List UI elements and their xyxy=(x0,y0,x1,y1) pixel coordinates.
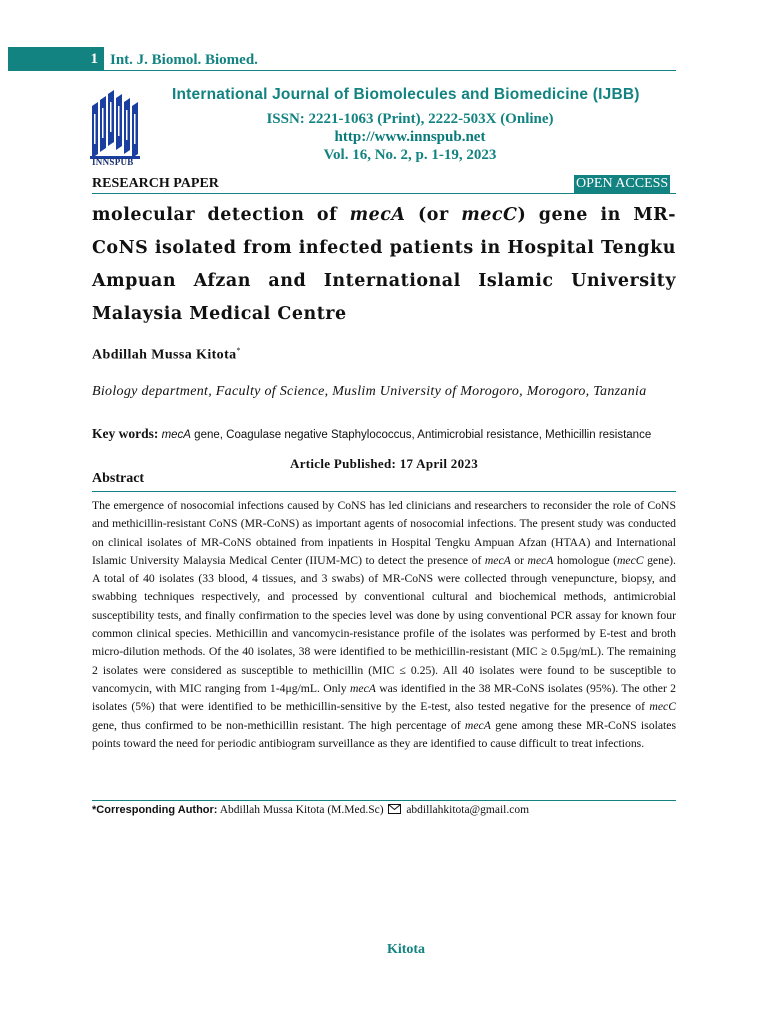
corresponding-label: *Corresponding Author: xyxy=(92,804,218,816)
author-affiliation: Biology department, Faculty of Science, Muslim University of Morogoro, Morogoro, Tanzania xyxy=(92,384,647,399)
journal-name: International Journal of Biomolecules and Biomedicine (IJBB) xyxy=(172,86,640,103)
corresponding-author: *Corresponding Author: Abdillah Mussa Kitota (M.Med.Sc) abdillahkitota@gmail.com xyxy=(92,804,530,816)
keywords: Key words: mecA gene, Coagulase negative Staphylococcus, Antimicrobial resistance, Methicillin resistance xyxy=(92,426,652,441)
header-divider xyxy=(8,70,676,71)
journal-volume: Vol. 16, No. 2, p. 1-19, 2023 xyxy=(323,147,497,163)
abstract-divider-top xyxy=(92,491,676,492)
paper-type: RESEARCH PAPER xyxy=(92,176,219,191)
author-mark: * xyxy=(236,346,241,355)
author-name: Abdillah Mussa Kitota* xyxy=(92,346,241,363)
email-link[interactable]: abdillahkitota@gmail.com xyxy=(403,804,530,816)
open-access-badge: OPEN ACCESS xyxy=(576,176,669,191)
published-date: Article Published: 17 April 2023 xyxy=(290,456,478,471)
footer-author: Kitota xyxy=(386,942,426,957)
page-number-box xyxy=(8,47,104,71)
journal-issn: ISSN: 2221-1063 (Print), 2222-503X (Online) xyxy=(266,111,554,127)
abstract-heading: Abstract xyxy=(92,471,145,486)
keywords-label: Key words: xyxy=(92,426,159,441)
envelope-icon xyxy=(388,804,401,814)
paper-type-divider xyxy=(92,193,676,194)
abstract-body: The emergence of nosocomial infections caused by CoNS has led clinicians and researchers to reconsider the role of CoNS and methicillin-resistant CoNS (MR-CoNS) as important agents of nosocomial infections. The present study was conducted on clinical isolates of MR-CoNS obtained from inpatients in Hospital Tengku Ampuan Afzan (HTAA) and International Islamic University Malaysia Medical Center (IIUM-MC) to detect the presence of mecA or mecA homologue (mecC gene). A total of 40 isolates (33 blood, 4 tissues, and 3 swabs) of MR-CoNS were collected through venepuncture, biopsy, and swabbing techniques respectively, and processed by conventional cultural and biochemical methods, antimicrobial susceptibility tests, and finally confirmation to the species level was done by using conventional PCR assay for known four common clinical species. Methicillin and vancomycin-resistance profile of the isolates was performed by E-test and broth micro-dilution methods. Of the 40 isolates, 38 were identified to be methicillin-resistant (MIC ≥ 0.5μg/mL). The remaining 2 isolates were considered as susceptible to methicillin (MIC ≤ 0.25). All 40 isolates were found to be susceptible to vancomycin, with MIC ranging from 1-4μg/mL. Only mecA was identified in the 38 MR-CoNS isolates (95%). The other 2 isolates (5%) that were identified to be methicillin-sensitive by the E-test, also tested negative for the presence of mecC gene, thus confirmed to be non-methicillin resistant. The high percentage of mecA gene among these MR-CoNS isolates points toward the need for periodic antibiogram surveillance as they are identified to cause difficult to treat infections. xyxy=(92,499,676,750)
abstract-divider-bottom xyxy=(92,800,676,801)
paper-title: molecular detection of mecA (or mecC) gene in MR-CoNS isolated from infected patients in Hospital Tengku Ampuan Afzan and International Islamic University Malaysia Medical Centre xyxy=(92,205,676,324)
journal-url-link[interactable]: http://www.innspub.net xyxy=(334,129,486,145)
page-number: 1 xyxy=(90,51,98,67)
journal-abbrev: Int. J. Biomol. Biomed. xyxy=(110,52,258,68)
innspub-logo-icon xyxy=(88,84,148,166)
logo-text: INNSPUB xyxy=(92,157,134,167)
